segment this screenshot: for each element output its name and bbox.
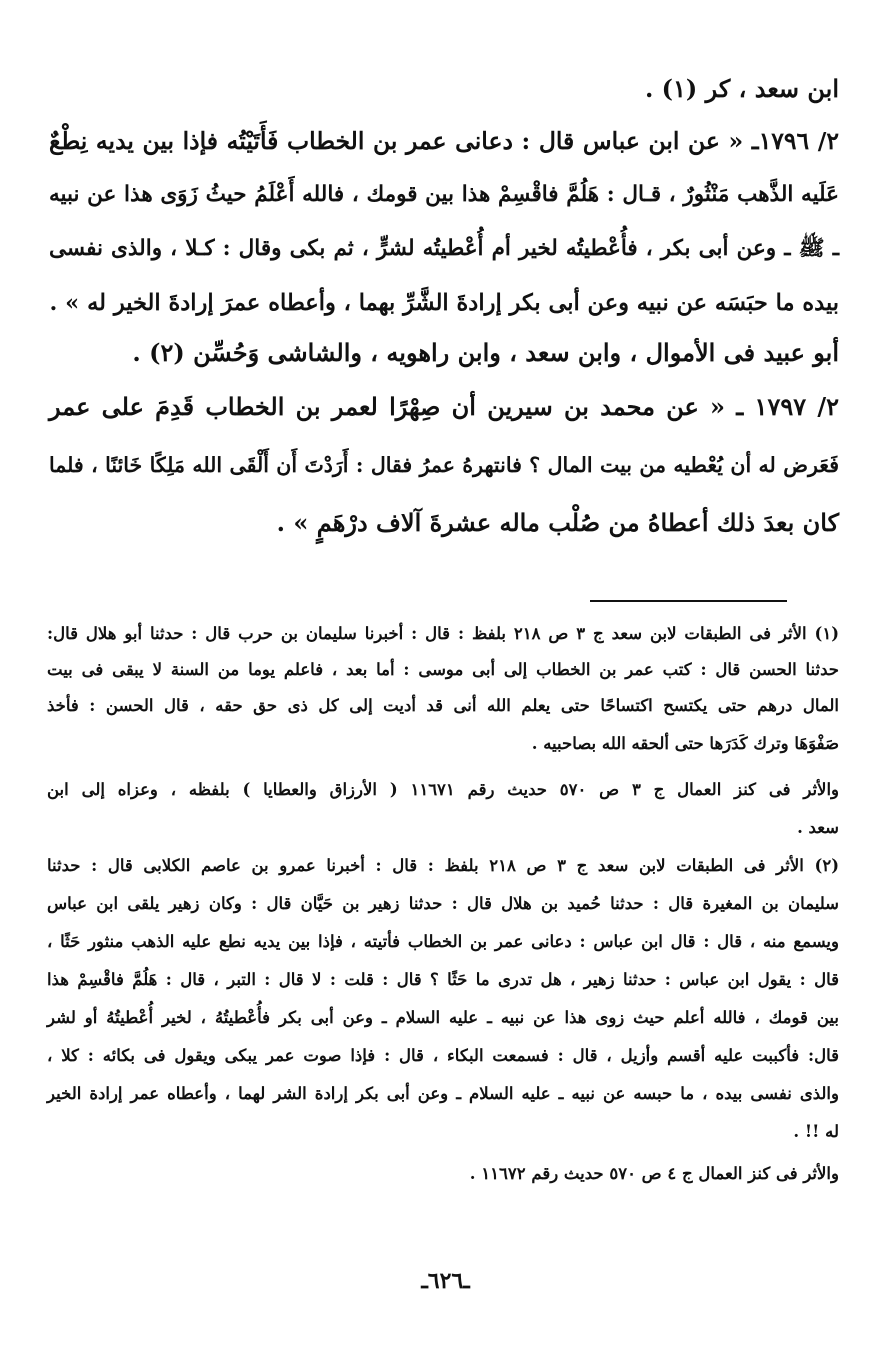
page-number: ـ٦٢٦ـ: [421, 1268, 470, 1294]
main-text-line: ـ ﷺ ـ وعن أبى بكر ، فأُعْطيتُه لخير أم أُعْطيتُه لشرٍّ ، ثم بكى وقال : كـلا ، والذى نفسى: [49, 236, 839, 261]
footnote-line: قال : يقول ابن عباس : حدثنا زهير ، هل تدرى ما حَثًا ؟ قال : قلت : لا قال : التبر ، قال : هَلُمَّ فاقْسِمْ هذا: [47, 970, 839, 989]
footnote-line: سليمان بن المغيرة قال : حدثنا حُميد بن هلال قال : حدثنا زهير بن حَيَّان قال : وكان زهير يلقى ابن عباس: [47, 894, 839, 913]
footnote-1-line: (١) الأثر فى الطبقات لابن سعد ج ٣ ص ٢١٨ بلفظ : قال : أخبرنا سليمان بن حرب قال : حدثنا أبو هلال قال:: [47, 624, 840, 643]
footnote-line: ويسمع منه ، قال : قال ابن عباس : دعانى عمر بن الخطاب فأتيته ، فإذا بين يديه نطع عليه الذهب منثور حَثًا ،: [47, 932, 839, 951]
hadith-1797-line: ٢/ ١٧٩٧ ـ « عن محمد بن سيرين أن صِهْرًا لعمر بن الخطاب قَدِمَ على عمر: [49, 392, 840, 421]
footnote-line: قال: فأكببت عليه أقسم وأزيل ، قال : فسمعت البكاء ، قال : فإذا صوت عمر يبكى ويقول فى بكائه : كلا ،: [47, 1046, 839, 1065]
main-text-line: كان بعدَ ذلك أعطاهُ من صُلْب ماله عشرةَ آلاف درْهَمٍ » .: [276, 508, 839, 537]
footnote-line: المال درهم حتى يكتسح اكتساحًا حتى يعلم الله أنى قد أديت إلى كل ذى حق حقه ، قال الحسن : فأخذ: [47, 696, 839, 715]
footnote-line: حدثنا الحسن قال : كتب عمر بن الخطاب إلى أبى موسى : أما بعد ، فاعلم يوما من السنة لا يبقى فى بيت: [47, 660, 839, 679]
footnote-line: صَفْوَهَا وترك كَدَرَها حتى ألحقه الله بصاحبيه .: [531, 734, 839, 753]
main-text-line: فَعَرض له أن يُعْطيه من بيت المال ؟ فانتهرهُ عمرُ فقال : أَرَدْتَ أَن أَلْقَى الله مَلِكًا خَائنًا ، فلما: [49, 453, 839, 477]
footnote-2-line: (٢) الأثر فى الطبقات لابن سعد ج ٣ ص ٢١٨ بلفظ : قال : أخبرنا عمرو بن عاصم الكلابى قال : حدثنا: [47, 856, 839, 875]
footnote-separator: [590, 600, 787, 602]
footnote-line: والأثر فى كنز العمال ج ٤ ص ٥٧٠ حديث رقم ١١٦٧٢ .: [469, 1164, 839, 1183]
footnote-line: والذى نفسى بيده ، ما حبسه عن نبيه ـ عليه السلام ـ وعن أبى بكر إرادة الشر لهما ، وأعطاه عمر إرادة الخير: [47, 1084, 839, 1103]
footnote-line: سعد .: [797, 818, 839, 837]
footnote-line: والأثر فى كنز العمال ج ٣ ص ٥٧٠ حديث رقم ١١٦٧١ ( الأرزاق والعطايا ) بلفظه ، وعزاه إلى ابن: [47, 780, 839, 799]
hadith-1796-line: ٢/ ١٧٩٦ـ « عن ابن عباس قال : دعانى عمر بن الخطاب فَأَتَيْتُه فإذا بين يديه نِطْعٌ: [49, 127, 839, 155]
footnote-line: بين قومك ، فالله أعلم حيث زوى هذا عن نبيه ـ عليه السلام ـ وعن أبى بكر فأُعْطيتُهُ ، لخير أُعْطيتُهُ أو لشر: [47, 1008, 839, 1027]
main-text-line: بيده ما حبَسَه عن نبيه وعن أبى بكر إرادةَ الشَّرِّ بهما ، وأعطاه عمرَ إرادةَ الخير له » .: [49, 290, 839, 316]
source-citation-line: أبو عبيد فى الأموال ، وابن سعد ، وابن راهويه ، والشاشى وَحُسِّن (٢) .: [132, 338, 839, 367]
footnote-line: له !! .: [793, 1122, 839, 1141]
main-text-line: عَلَيه الذَّهب مَنْثُورٌ ، قـال : هَلُمَّ فاقْسِمْ هذا بين قومك ، فالله أَعْلَمُ حيثُ زَوَى هذا عن نبيه: [49, 182, 839, 207]
main-text-line: ابن سعد ، كر (١) .: [644, 74, 839, 103]
